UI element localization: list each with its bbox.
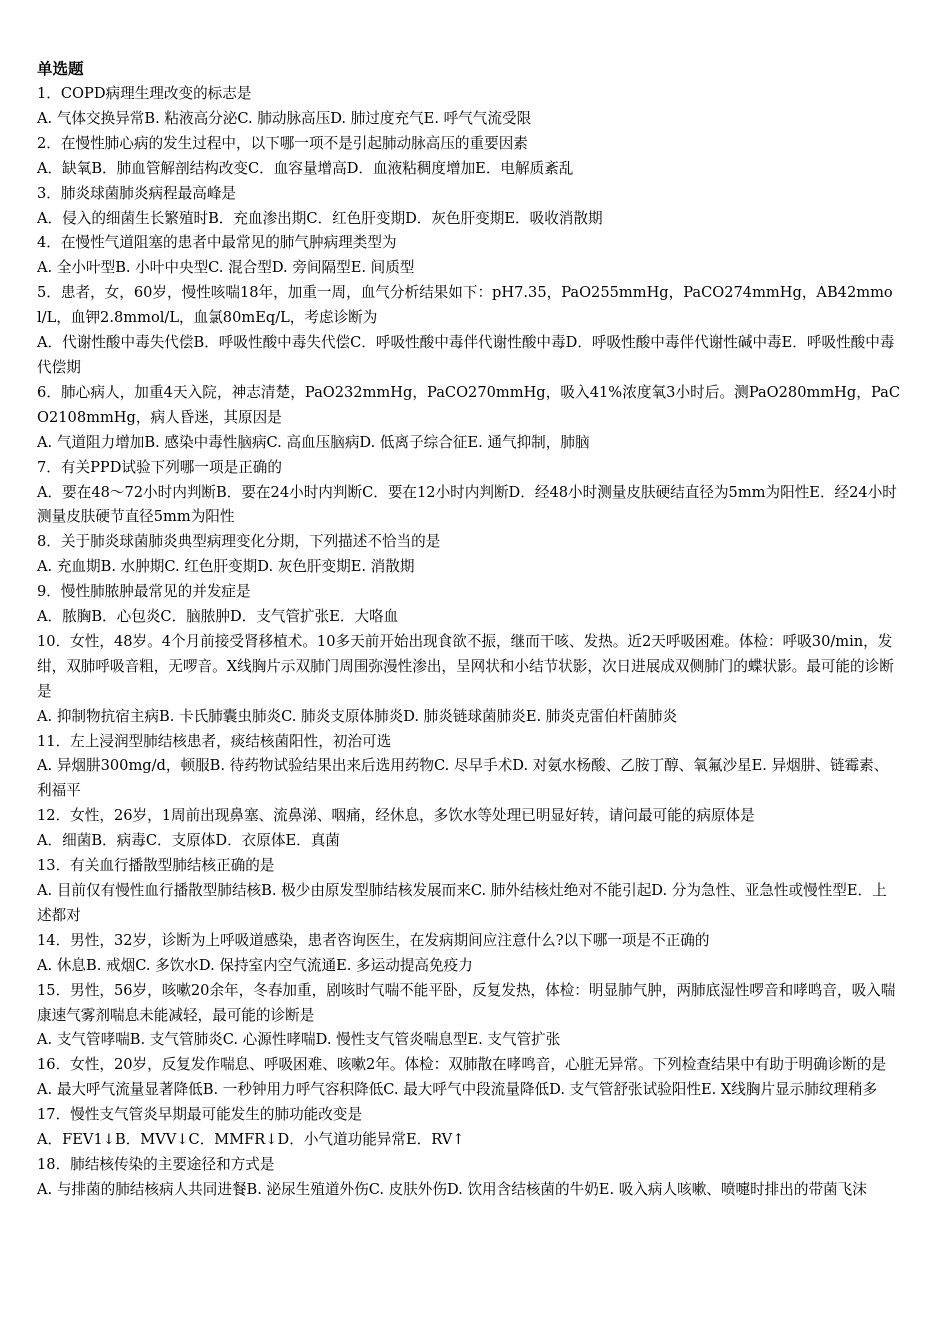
question-item [37, 1053, 900, 1103]
answer-options: A. 抑制物抗宿主病B. 卡氏肺囊虫肺炎C. 肺炎支原体肺炎D. 肺炎链球菌肺炎E. 肺炎克雷伯杆菌肺炎 [37, 707, 678, 725]
question-stem: 3．肺炎球菌肺炎病程最高峰是 [37, 184, 237, 202]
question-stem: 6．肺心病人，加重4天入院，神志清楚，PaO232mmHg，PaCO270mmHg，吸入41%浓度氧3小时后。测PaO280mmHg，PaCO2108mmHg，病人昏迷，其原因是 [37, 383, 900, 426]
answer-options: A. 气道阻力增加B. 感染中毒性脑病C. 高血压脑病D. 低离子综合征E. 通气抑制，肺脑 [37, 433, 590, 451]
question-item [37, 1153, 900, 1203]
answer-options: A. 气体交换异常B. 粘液高分泌C. 肺动脉高压D. 肺过度充气E. 呼气气流受限 [37, 109, 532, 127]
question-item [37, 580, 900, 630]
question-list [37, 82, 900, 1203]
question-stem: 14．男性，32岁，诊断为上呼吸道感染，患者咨询医生，在发病期间应注意什么?以下哪一项是不正确的 [37, 931, 710, 949]
question-stem: 16．女性，20岁，反复发作喘息、呼吸困难、咳嗽2年。体检：双肺散在哮鸣音，心脏无异常。下列检查结果中有助于明确诊断的是 [37, 1056, 887, 1074]
answer-options: A. 支气管哮喘B. 支气管肺炎C. 心源性哮喘D. 慢性支气管炎喘息型E. 支气管扩张 [37, 1031, 561, 1049]
question-stem: 15．男性，56岁，咳嗽20余年，冬春加重，剧咳时气喘不能平卧，反复发热，体检：明显肺气肿，两肺底湿性啰音和哮鸣音，吸入喘康速气雾剂喘息未能减轻，最可能的诊断是 [37, 981, 896, 1024]
question-stem: 5．患者，女，60岁，慢性咳喘18年，加重一周，血气分析结果如下：pH7.35，PaO255mmHg，PaCO274mmHg，AB42mmol/L，血钾2.8mmol/L，血氯80mEq/L，考虑诊断为 [37, 284, 893, 327]
answer-options: A．侵入的细菌生长繁殖时B．充血渗出期C．红色肝变期D．灰色肝变期E．吸收消散期 [37, 209, 603, 227]
answer-options: A．要在48～72小时内判断B．要在24小时内判断C．要在12小时内判断D．经48小时测量皮肤硬结直径为5mm为阳性E．经24小时测量皮肤硬节直径5mm为阳性 [37, 483, 897, 526]
question-item [37, 281, 900, 381]
section-title: 单选题 [37, 60, 84, 78]
question-stem: 11．左上浸润型肺结核患者，痰结核菌阳性，初治可选 [37, 732, 392, 750]
question-item [37, 530, 900, 580]
question-item [37, 630, 900, 730]
question-stem: 13．有关血行播散型肺结核正确的是 [37, 857, 275, 875]
question-stem: 18．肺结核传染的主要途径和方式是 [37, 1155, 275, 1173]
question-item [37, 182, 900, 232]
question-stem: 9．慢性肺脓肿最常见的并发症是 [37, 583, 251, 601]
question-item [37, 381, 900, 456]
answer-options: A．代谢性酸中毒失代偿B．呼吸性酸中毒失代偿C．呼吸性酸中毒伴代谢性酸中毒D．呼吸性酸中毒伴代谢性碱中毒E．呼吸性酸中毒代偿期 [37, 334, 895, 376]
question-item [37, 804, 900, 854]
question-stem: 1．COPD病理生理改变的标志是 [37, 85, 252, 102]
question-stem: 12．女性，26岁，1周前出现鼻塞、流鼻涕、咽痛，经休息，多饮水等处理已明显好转，请问最可能的病原体是 [37, 807, 755, 825]
question-stem: 10．女性，48岁。4个月前接受肾移植术。10多天前开始出现食欲不振，继而干咳、发热。近2天呼吸困难。体检：呼吸30/min，发绀，双肺呼吸音粗，无啰音。X线胸片示双肺门周围弥漫性渗出，呈网状和小结节状影，次日进展成双侧肺门的蝶状影。最可能的诊断是 [37, 632, 894, 700]
question-item [37, 979, 900, 1054]
question-stem: 4．在慢性气道阻塞的患者中最常见的肺气肿病理类型为 [37, 234, 397, 252]
question-item [37, 231, 900, 281]
question-item [37, 730, 900, 805]
answer-options: A. 与排菌的肺结核病人共同进餐B. 泌尿生殖道外伤C. 皮肤外伤D. 饮用含结核菌的牛奶E. 吸入病人咳嗽、喷嚏时排出的带菌飞沫 [37, 1180, 867, 1198]
answer-options: A. 最大呼气流量显著降低B. 一秒钟用力呼气容积降低C. 最大呼气中段流量降低D. 支气管舒张试验阳性E. X线胸片显示肺纹理稍多 [37, 1081, 878, 1099]
answer-options: A. 异烟肼300mg/d，顿服B. 待药物试验结果出来后选用药物C. 尽早手术D. 对氨水杨酸、乙胺丁醇、氧氟沙星E. 异烟肼、链霉素、利福平 [37, 757, 889, 800]
answer-options: A. 休息B. 戒烟C. 多饮水D. 保持室内空气流通E. 多运动提高免疫力 [37, 956, 473, 974]
question-stem: 2．在慢性肺心病的发生过程中，以下哪一项不是引起肺动脉高压的重要因素 [37, 134, 528, 152]
answer-options: A. 充血期B. 水肿期C. 红色肝变期D. 灰色肝变期E. 消散期 [37, 558, 415, 576]
question-item [37, 82, 900, 132]
question-stem: 8．关于肺炎球菌肺炎典型病理变化分期，下列描述不恰当的是 [37, 533, 441, 551]
question-stem: 17．慢性支气管炎早期最可能发生的肺功能改变是 [37, 1106, 363, 1124]
question-stem: 7．有关PPD试验下列哪一项是正确的 [37, 458, 282, 476]
question-item [37, 929, 900, 979]
question-item [37, 132, 900, 182]
answer-options: A. 全小叶型B. 小叶中央型C. 混合型D. 旁间隔型E. 间质型 [37, 259, 415, 277]
answer-options: A．FEV1↓B．MVV↓C．MMFR↓D．小气道功能异常E．RV↑ [37, 1131, 465, 1149]
answer-options: A．脓胸B．心包炎C．脑脓肿D．支气管扩张E．大咯血 [37, 608, 399, 626]
question-item [37, 854, 900, 929]
answer-options: A. 目前仅有慢性血行播散型肺结核B. 极少由原发型肺结核发展而来C. 肺外结核灶绝对不能引起D. 分为急性、亚急性或慢性型E．上述都对 [37, 882, 887, 924]
answer-options: A．细菌B．病毒C．支原体D．衣原体E．真菌 [37, 832, 340, 850]
question-item [37, 1103, 900, 1153]
question-item [37, 456, 900, 531]
answer-options: A．缺氧B．肺血管解剖结构改变C．血容量增高D．血液粘稠度增加E．电解质紊乱 [37, 159, 574, 177]
